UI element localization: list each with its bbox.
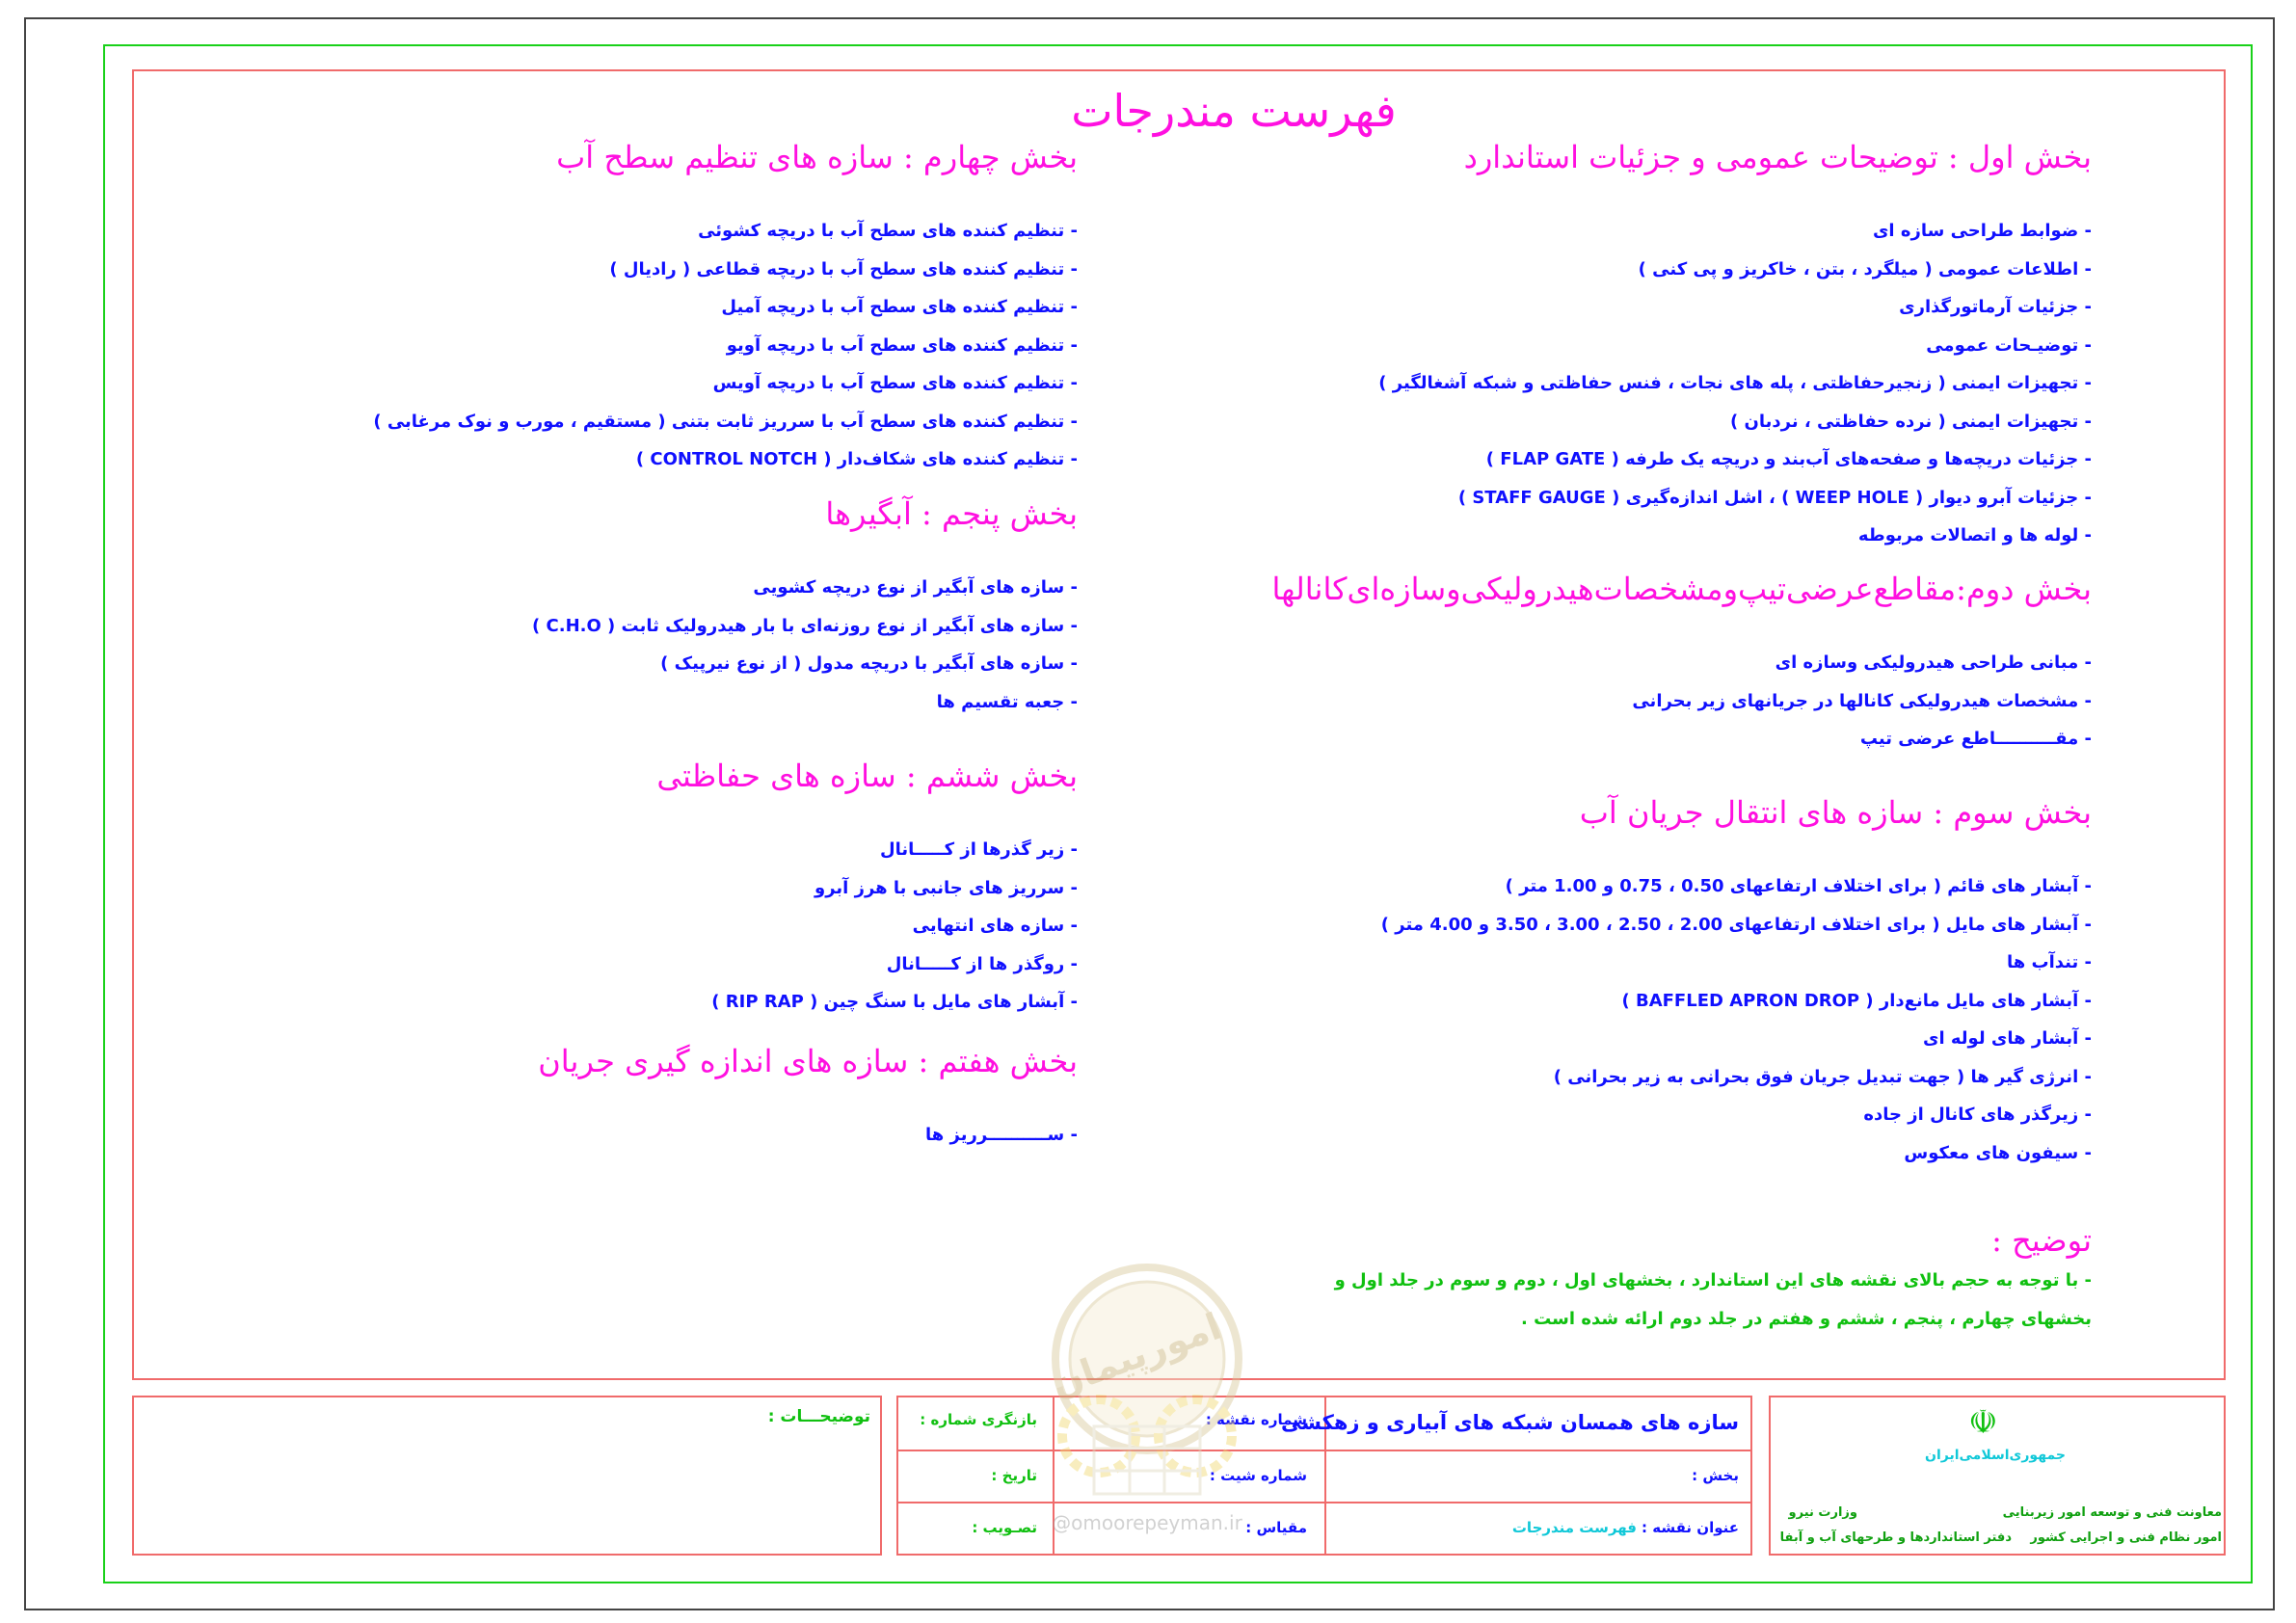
emblem-icon: ☫ [1968,1403,1998,1442]
list-item: - روگذر ها از کـــــانال [210,945,1078,984]
remarks-box [132,1396,882,1556]
approval-label: تصـویب : [972,1519,1037,1536]
list-item: - سرریز های جانبی با هرز آبرو [210,869,1078,908]
list-item: - مشخصات هیدرولیکی کانالها در جریانهای زیر بحرانی [1147,682,2092,721]
section-2 [1147,567,2092,790]
map-title-value: فهرست مندرجات [1511,1519,1637,1536]
list-item: - جزئیات دریچه‌ها و صفحه‌های آب‌بند و دریچه یک طرفه ( FLAP GATE ) [1147,440,2092,479]
watermark-seal-icon [1002,1253,1292,1542]
watermark-handle: @omoorepeyman.ir [1052,1511,1242,1534]
affairs-label: امور نظام فنی و اجرایی کشور [2030,1530,2222,1545]
section-4 [210,135,1078,492]
ministry-label: وزارت نیرو [1788,1505,1857,1520]
scale-label: مقیاس : [1245,1519,1307,1536]
section-heading: بخش دوم:مقاطع‌عرضی‌تیپ‌ومشخصات‌هیدرولیکی‌وسازه‌ای‌کانالها [1271,571,2092,607]
list-item: - سازه های آبگیر از نوع روزنه‌ای با بار هیدرولیک ثابت ( C.H.O ) [210,607,1078,646]
section-items [1147,644,2092,758]
list-item: - جزئیات آرماتورگذاری [1147,288,2092,327]
sheet-number-label: شماره شیت : [1209,1467,1307,1484]
list-item: - تنظیم کننده های سطح آب با دریچه آویو [210,327,1078,365]
date-label: تاریخ : [991,1467,1037,1484]
document-title: فهرست مندرجات [1071,85,1397,137]
section-6 [210,754,1078,1039]
note-block [1335,1219,2092,1339]
list-item: - زیرگذر های کانال از جاده [1147,1096,2092,1134]
list-item: - تنظیم کننده های سطح آب با دریچه آمیل [210,288,1078,327]
list-item: - جزئیات آبرو دیوار ( WEEP HOLE ) ، اشل اندازه‌گیری ( STAFF GAUGE ) [1147,479,2092,518]
list-item: - تنظیم کننده های شکاف‌دار ( CONTROL NOTCH ) [210,440,1078,479]
list-item: - سازه های انتهایی [210,907,1078,945]
deputy-label: معاونت فنی و توسعه امور زیربنایی [2002,1505,2222,1520]
section-heading: بخش پنجم : آبگیرها [825,495,1078,532]
section-items [1147,867,2092,1172]
section-heading: بخش اول : توضیحات عمومی و جزئیات استاندارد [1463,139,2092,175]
note-heading: توضیح : [1991,1222,2092,1259]
note-text-line: - با توجه به حجم بالای نقشه های این استاندارد ، بخشهای اول ، دوم و سوم در جلد اول و [1334,1270,2092,1290]
list-item: - تجهیزات ایمنی ( زنجیرحفاظتی ، پله های نجات ، فنس حفاظتی و شبکه آشغالگیر ) [1147,364,2092,403]
section-heading: بخش هفتم : سازه های اندازه گیری جریان [538,1043,1078,1079]
list-item: - آبشار های مایل با سنگ چین ( RIP RAP ) [210,983,1078,1022]
list-item: - مبانی طراحی هیدرولیکی وسازه ای [1147,644,2092,682]
list-item: - تجهیزات ایمنی ( نرده حفاظتی ، نردبان ) [1147,403,2092,441]
organization-box [1769,1396,2226,1556]
watermark-logo [1002,1253,1292,1542]
section-items [210,831,1078,1022]
list-item: - زیر گذرها از کـــــانال [210,831,1078,869]
section-heading: بخش چهارم : سازه های تنظیم سطح آب [556,139,1078,175]
list-item: - آبشار های قائم ( برای اختلاف ارتفاعهای 0.50 ، 0.75 و 1.00 متر ) [1147,867,2092,906]
list-item: - تنظیم کننده های سطح آب با دریچه کشوئی [210,212,1078,251]
section-items [210,1116,1078,1155]
list-item: - سازه های آبگیر از نوع دریچه کشویی [210,569,1078,607]
office-label: دفتر استانداردها و طرحهای آب و آبفا [1779,1530,2012,1545]
section-items [210,212,1078,479]
watermark-brand: امورپیمان [1045,1304,1227,1406]
map-number-label: شماره نقشه : [1205,1411,1307,1428]
list-item: - تنظیم کننده های سطح آب با دریچه آویس [210,364,1078,403]
contents-right-column [1147,135,2092,1329]
contents-left-column [210,135,1078,1155]
section-items [1147,212,2092,555]
list-item: - تنظیم کننده های سطح آب با سرریز ثابت بتنی ( مستقیم ، مورب و نوک مرغابی ) [210,403,1078,441]
section-heading: بخش سوم : سازه های انتقال جریان آب [1579,794,2092,831]
list-item: - انرژی گیر ها ( جهت تبدیل جریان فوق بحرانی به زیر بحرانی ) [1147,1058,2092,1097]
list-item: - تنظیم کننده های سطح آب با دریچه قطاعی ( رادیال ) [210,251,1078,289]
list-item: - ضوابط طراحی سازه ای [1147,212,2092,251]
list-item: - مقــــــــــاطع عرضی تیپ [1147,720,2092,758]
list-item: - ســــــــــرریز ها [210,1116,1078,1155]
list-item: - سیفون های معکوس [1147,1134,2092,1173]
list-item: - جعبه تقسیم ها [210,683,1078,722]
section-heading: بخش ششم : سازه های حفاظتی [656,758,1078,794]
republic-label: جمهوری‌اسلامی‌ایران [1925,1448,2066,1463]
list-item: - لوله ها و اتصالات مربوطه [1147,517,2092,555]
list-item: - آبشار های مایل ( برای اختلاف ارتفاعهای 2.00 ، 2.50 ، 3.00 ، 3.50 و 4.00 متر ) [1147,906,2092,945]
list-item: - اطلاعات عمومی ( میلگرد ، بتن ، خاکریز و پی کنی ) [1147,251,2092,289]
section-1 [1147,135,2092,567]
section-5 [210,492,1078,754]
list-item: - آبشار های لوله ای [1147,1020,2092,1058]
section-7 [210,1039,1078,1155]
list-item: - آبشار های مایل مانع‌دار ( BAFFLED APRON DROP ) [1147,982,2092,1021]
section-items [210,569,1078,721]
note-text-line: بخشهای چهارم ، پنجم ، ششم و هفتم در جلد دوم ارائه شده است . [1521,1309,2092,1329]
revision-label: بازنگری شماره : [920,1411,1037,1428]
map-title-label: عنوان نقشه : [1642,1519,1739,1536]
list-item: - سازه های آبگیر با دریچه مدول ( از نوع نیرپیک ) [210,645,1078,683]
section-label: بخش : [1692,1467,1739,1484]
section-3 [1147,790,2092,1205]
remarks-label: توضیحـــات : [767,1407,870,1426]
list-item: - تندآب ها [1147,944,2092,982]
project-title: سازه های همسان شبکه های آبیاری و زهکشی [1281,1411,1739,1434]
list-item: - توضیـحات عمومی [1147,327,2092,365]
